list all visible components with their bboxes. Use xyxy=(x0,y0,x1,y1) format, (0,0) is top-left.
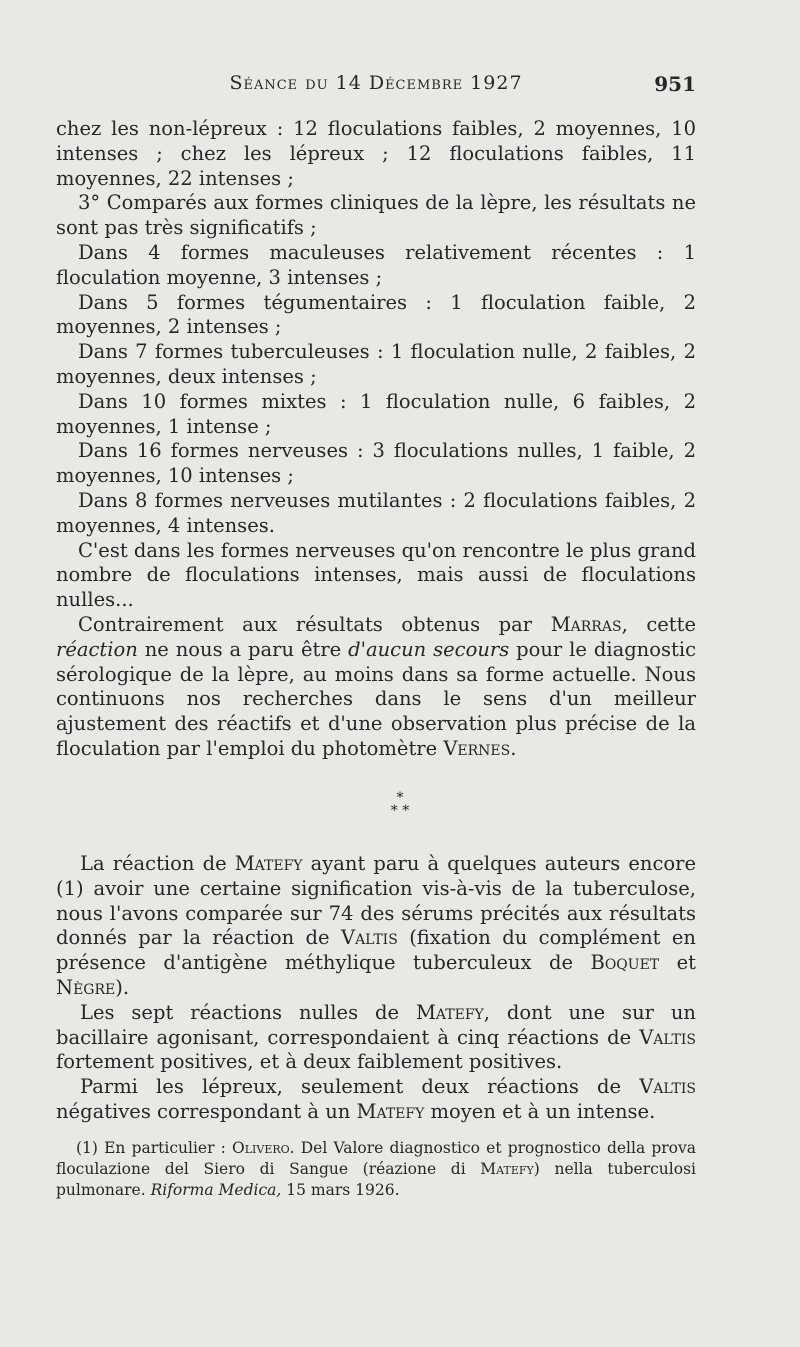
paragraph-maculeuses: Dans 4 formes maculeuses relativement récentes : 1 floculation moyenne, 3 intenses ; xyxy=(56,240,696,289)
author-name: Valtis xyxy=(639,1025,696,1049)
paragraph-nerveuses: Dans 16 formes nerveuses : 3 floculations nulles, 1 faible, 2 moyennes, 10 intenses ; xyxy=(56,439,696,488)
page-number: 951 xyxy=(654,72,696,96)
body-text xyxy=(56,117,696,762)
text-run: moyen et à un intense. xyxy=(424,1099,656,1123)
journal-title: Riforma Medica, xyxy=(150,1181,282,1199)
running-head xyxy=(56,72,696,102)
author-name: Matefy xyxy=(356,1099,425,1123)
text-run: . xyxy=(510,736,517,760)
text-run: ). xyxy=(115,975,130,999)
text-run: . Del Valore diagnostico et prognostico della prova floculazione del Siero di Sangue (réazione di xyxy=(56,1139,697,1178)
text-run: pour le diagnostic sérologique de la lèpre, au moins dans sa forme actuelle. Nous continuons nos recherches dans le sens d'un meilleur ajustement des réactifs et d'une observation plus précise de la floculation par l'emploi du photomètre xyxy=(56,637,696,760)
asterism-bottom: * * xyxy=(390,803,410,819)
text-run: , dont une sur un bacillaire agonisant, correspondaient à cinq réactions de xyxy=(56,1000,696,1049)
author-name: Vernes xyxy=(443,736,511,760)
paragraph-matefy-intro xyxy=(56,852,696,1001)
paragraph-continuation: chez les non-lépreux : 12 floculations faibles, 2 moyennes, 10 intenses ; chez les lépreux ; 12 floculations faibles, 11 moyennes, 22 intenses ; xyxy=(56,117,696,190)
author-name: Matefy xyxy=(480,1160,534,1178)
text-run: ne nous a paru être xyxy=(137,637,349,661)
text-run: , cette xyxy=(621,612,697,636)
author-name: Matefy xyxy=(234,852,303,875)
paragraph-mixtes: Dans 10 formes mixtes : 1 floculation nulle, 6 faibles, 2 moyennes, 1 intense ; xyxy=(56,389,696,438)
footnote-1 xyxy=(56,1138,696,1201)
author-name: Valtis xyxy=(340,926,398,950)
author-name: Olivero xyxy=(232,1139,290,1157)
author-name: Boquet xyxy=(590,951,660,975)
text-run: Parmi les lépreux, seulement deux réactions de xyxy=(80,1075,640,1099)
author-name: Marras xyxy=(550,612,622,636)
text-run: La réaction de xyxy=(80,852,235,875)
author-name: Valtis xyxy=(639,1075,696,1099)
text-run: Contrairement aux résultats obtenus par xyxy=(78,612,551,636)
paragraph-mutilantes: Dans 8 formes nerveuses mutilantes : 2 floculations faibles, 2 moyennes, 4 intenses. xyxy=(56,488,696,537)
paragraph-contrairement xyxy=(56,613,696,762)
text-run: ayant paru à quelques auteurs encore (1) avoir une certaine signification vis-à-vis de la tuberculose, nous l'avons comparée sur 74 des sérums précités aux résultats donnés par la réaction de xyxy=(56,852,696,950)
text-run: Les sept réactions nulles de xyxy=(80,1000,416,1024)
section-matefy xyxy=(56,852,696,1125)
asterism-top: * xyxy=(396,790,404,806)
text-run: 15 mars 1926. xyxy=(281,1181,400,1199)
running-title: Séance du 14 Décembre 1927 xyxy=(229,72,523,94)
paragraph-conclusion: C'est dans les formes nerveuses qu'on rencontre le plus grand nombre de floculations intenses, mais aussi de floculations nulles... xyxy=(56,538,696,612)
paragraph-point-3: 3° Comparés aux formes cliniques de la lèpre, les résultats ne sont pas très significatifs ; xyxy=(56,191,696,240)
italic-text: réaction xyxy=(56,637,138,661)
text-run: (fixation du complément en présence d'antigène méthylique tuberculeux de xyxy=(56,926,696,975)
paragraph-matefy-results xyxy=(56,1001,696,1075)
author-name: Nègre xyxy=(56,975,116,999)
text-run: ) nella tuberculosi pulmonare. xyxy=(56,1160,696,1199)
paragraph-tuberculeuses: Dans 7 formes tuberculeuses : 1 floculation nulle, 2 faibles, 2 moyennes, deux intenses ; xyxy=(56,340,696,388)
text-run: et xyxy=(659,951,696,975)
italic-text: d'aucun secours xyxy=(348,637,510,661)
author-name: Matefy xyxy=(415,1000,484,1024)
footnote xyxy=(56,1138,696,1201)
asterism-divider xyxy=(0,792,800,818)
text-run: fortement positives, et à deux faiblement positives. xyxy=(56,1050,563,1074)
text-run: négatives correspondant à un xyxy=(56,1099,357,1123)
text-run: (1) En particulier : xyxy=(76,1139,233,1157)
paragraph-tegumentaires: Dans 5 formes tégumentaires : 1 floculation faible, 2 moyennes, 2 intenses ; xyxy=(56,290,696,339)
paragraph-matefy-lepreux xyxy=(56,1075,696,1125)
